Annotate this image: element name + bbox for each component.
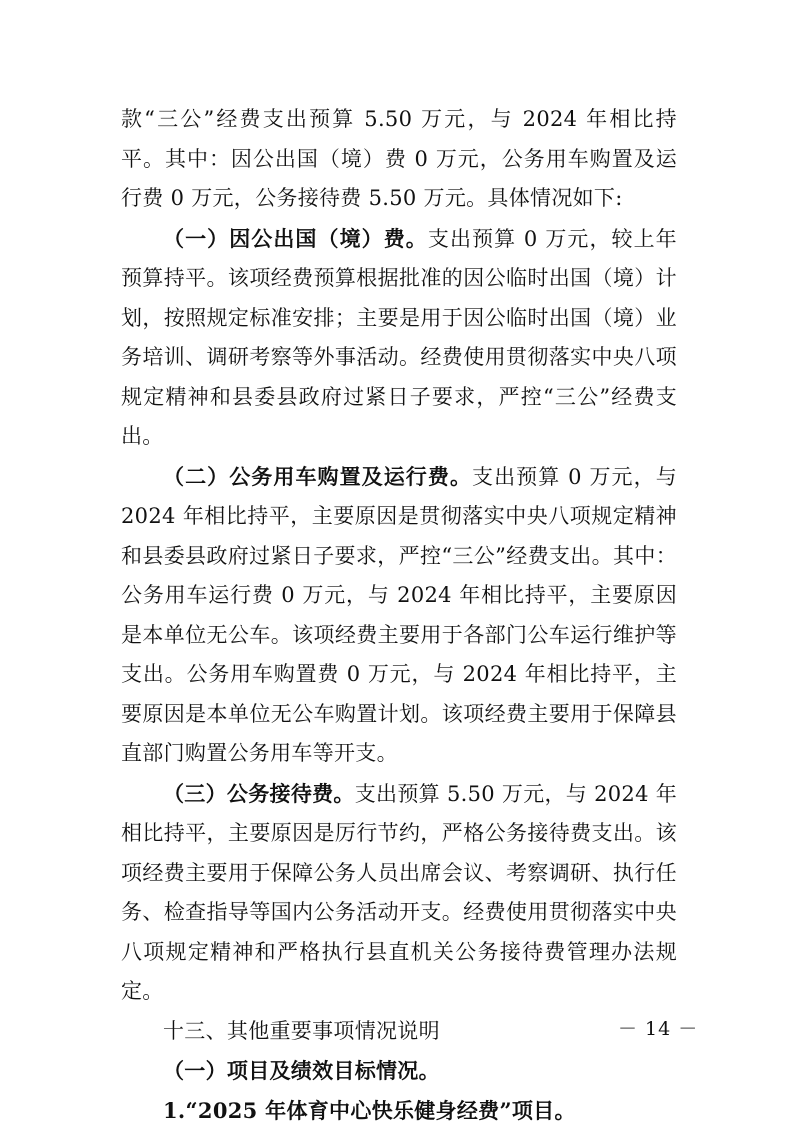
item-heading: 1.“2025 年体育中心快乐健身经费”项目。 [121,1091,677,1130]
paragraph-title: （三）公务接待费。 [163,781,355,806]
paragraph-overseas-travel [121,219,677,457]
page-number: － 14 － [618,1014,698,1041]
paragraph-text: 支出预算 0 万元，较上年预算持平。该项经费预算根据批准的因公临时出国（境）计划，按照规定标准安排；主要是用于因公临时出国（境）业务培训、调研考察等外事活动。经费使用贯彻落实中央八项规定精神和县委县政府过紧日子要求，严控“三公”经费支出。 [121,227,677,449]
section-heading: 十三、其他重要事项情况说明 [121,1012,677,1052]
paragraph-text: 支出预算 0 万元，与 2024 年相比持平，主要原因是贯彻落实中央八项规定精神和县委县政府过紧日子要求，严控“三公”经费支出。其中：公务用车运行费 0 万元，与 2024 年相比持平，主要原因是本单位无公车。该项经费主要用于各部门公车运行维护等支出。公务用车购置费 0 万元，与 2024 年相比持平，主要原因是本单位无公车购置计划。该项经费主要用于保障县直部门购置公务用车等开支。 [121,465,677,766]
paragraph-title: （二）公务用车购置及运行费。 [163,464,472,489]
subsection-heading: （一）项目及绩效目标情况。 [121,1051,677,1091]
paragraph-official-reception [121,774,677,1012]
paragraph-three-public-summary [121,100,677,219]
paragraph-official-vehicles [121,457,677,774]
body-text [121,100,677,1130]
paragraph-text: 款“三公”经费支出预算 5.50 万元，与 2024 年相比持平。其中：因公出国（境）费 0 万元，公务用车购置及运行费 0 万元，公务接待费 5.50 万元。具体情况如下: [121,107,677,210]
paragraph-text: 支出预算 5.50 万元，与 2024 年相比持平，主要原因是厉行节约，严格公务接待费支出。该项经费主要用于保障公务人员出席会议、考察调研、执行任务、检查指导等国内公务活动开支。经费使用贯彻落实中央八项规定精神和严格执行县直机关公务接待费管理办法规定。 [121,782,677,1004]
paragraph-title: （一）因公出国（境）费。 [163,226,428,251]
